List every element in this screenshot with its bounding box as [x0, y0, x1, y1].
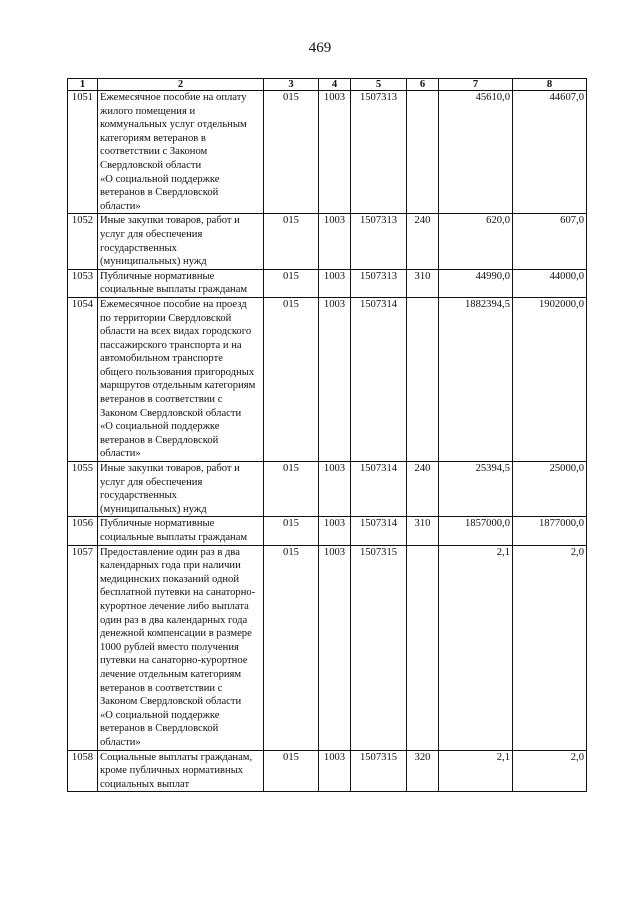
row-amount-8: 44607,0	[513, 91, 587, 214]
row-name-line: государственных	[100, 490, 177, 502]
row-amount-7: 2,1	[439, 750, 513, 792]
row-col-6	[407, 91, 439, 214]
row-name	[98, 545, 264, 750]
row-name-line: социальные выплаты гражданам	[100, 284, 248, 296]
header-col-7: 7	[439, 79, 513, 91]
row-col-3: 015	[264, 91, 319, 214]
row-name-line: общего пользования пригородных	[100, 366, 255, 378]
row-amount-7: 620,0	[439, 214, 513, 269]
row-name-line: лечение отдельным категориям	[100, 668, 242, 680]
row-name-line: Ежемесячное пособие на проезд	[100, 298, 247, 310]
row-number: 1054	[68, 297, 98, 461]
header-col-4: 4	[319, 79, 351, 91]
row-name-line: услуг для обеспечения	[100, 228, 203, 240]
row-name-line: ветеранов в Свердловской	[100, 434, 219, 446]
row-name-line: социальных выплат	[100, 778, 190, 790]
row-number: 1053	[68, 269, 98, 297]
row-col-4: 1003	[319, 214, 351, 269]
table-row	[68, 517, 587, 545]
row-name-line: ветеранов в соответствии с	[100, 394, 223, 406]
row-col-5: 1507314	[351, 462, 407, 517]
row-amount-7: 44990,0	[439, 269, 513, 297]
row-col-6: 310	[407, 269, 439, 297]
row-col-3: 015	[264, 517, 319, 545]
row-number: 1052	[68, 214, 98, 269]
header-col-1: 1	[68, 79, 98, 91]
row-name-line: Ежемесячное пособие на оплату	[100, 92, 247, 103]
row-name-line: «О социальной поддержке	[100, 173, 220, 185]
table-body	[68, 91, 587, 792]
page-number: 469	[308, 40, 332, 56]
row-col-6	[407, 545, 439, 750]
row-number: 1051	[68, 91, 98, 214]
row-col-5: 1507313	[351, 214, 407, 269]
row-name	[98, 91, 264, 214]
table-row	[68, 297, 587, 461]
row-name	[98, 462, 264, 517]
row-col-6: 240	[407, 214, 439, 269]
header-col-3: 3	[264, 79, 319, 91]
row-col-4: 1003	[319, 545, 351, 750]
row-amount-8: 44000,0	[513, 269, 587, 297]
row-name-line: области»	[100, 736, 141, 748]
row-name-line: области»	[100, 200, 141, 212]
row-name-line: социальные выплаты гражданам	[100, 532, 248, 543]
row-name-line: коммунальных услуг отдельным	[100, 119, 247, 131]
row-amount-7: 25394,5	[439, 462, 513, 517]
table-row	[68, 545, 587, 750]
header-col-8: 8	[513, 79, 587, 91]
row-name-line: Иные закупки товаров, работ и	[100, 215, 240, 227]
row-number: 1057	[68, 545, 98, 750]
row-col-5: 1507314	[351, 517, 407, 545]
row-col-5: 1507314	[351, 297, 407, 461]
row-name-line: области»	[100, 448, 141, 460]
row-col-5: 1507313	[351, 269, 407, 297]
row-name	[98, 214, 264, 269]
row-name-line: ветеранов в Свердловской	[100, 723, 219, 735]
row-name-line: (муниципальных) нужд	[100, 256, 207, 268]
row-name-line: пассажирского транспорта и на	[100, 339, 242, 351]
header-col-6: 6	[407, 79, 439, 91]
table-row	[68, 91, 587, 214]
row-col-6	[407, 297, 439, 461]
row-col-3: 015	[264, 269, 319, 297]
row-number: 1056	[68, 517, 98, 545]
row-name-line: ветеранов в Свердловской	[100, 187, 219, 199]
row-number: 1058	[68, 750, 98, 792]
row-name-line: автомобильном транспорте	[100, 353, 223, 365]
header-row	[68, 79, 587, 91]
row-name-line: Свердловской области	[100, 159, 202, 171]
row-name-line: путевки на санаторно-курортное	[100, 655, 248, 667]
row-name-line: ветеранов в соответствии с	[100, 682, 223, 694]
row-name-line: Законом Свердловской области	[100, 696, 242, 708]
table-row	[68, 750, 587, 792]
row-name-line: Предоставление один раз в два	[100, 546, 240, 558]
row-name	[98, 750, 264, 792]
row-amount-8: 1902000,0	[513, 297, 587, 461]
row-name	[98, 517, 264, 545]
row-col-5: 1507313	[351, 91, 407, 214]
row-col-6: 320	[407, 750, 439, 792]
row-name-line: маршрутов отдельным категориям	[100, 380, 256, 392]
row-name-line: соответствии с Законом	[100, 146, 208, 158]
row-col-4: 1003	[319, 269, 351, 297]
row-amount-8: 2,0	[513, 750, 587, 792]
row-col-4: 1003	[319, 297, 351, 461]
row-col-5: 1507315	[351, 750, 407, 792]
row-col-3: 015	[264, 297, 319, 461]
row-name-line: государственных	[100, 242, 177, 254]
row-name-line: услуг для обеспечения	[100, 476, 203, 488]
row-col-3: 015	[264, 750, 319, 792]
row-col-6: 240	[407, 462, 439, 517]
row-name-line: один раз в два календарных года	[100, 614, 248, 626]
row-col-4: 1003	[319, 462, 351, 517]
row-col-5: 1507315	[351, 545, 407, 750]
header-col-5: 5	[351, 79, 407, 91]
row-name-line: курортное лечение либо выплата	[100, 600, 249, 612]
table-row	[68, 214, 587, 269]
row-name-line: Публичные нормативные	[100, 518, 215, 530]
row-name-line: Социальные выплаты гражданам,	[100, 751, 253, 763]
row-amount-8: 2,0	[513, 545, 587, 750]
row-name-line: денежной компенсации в размере	[100, 628, 252, 640]
row-amount-7: 2,1	[439, 545, 513, 750]
row-name-line: категориям ветеранов в	[100, 132, 206, 144]
row-name-line: Публичные нормативные	[100, 270, 215, 282]
row-name-line: по территории Свердловской	[100, 312, 232, 324]
row-amount-8: 1877000,0	[513, 517, 587, 545]
row-amount-8: 607,0	[513, 214, 587, 269]
row-name-line: жилого помещения и	[100, 105, 196, 117]
row-name-line: 1000 рублей вместо получения	[100, 641, 239, 653]
row-col-4: 1003	[319, 91, 351, 214]
row-amount-7: 1882394,5	[439, 297, 513, 461]
row-amount-8: 25000,0	[513, 462, 587, 517]
row-name	[98, 269, 264, 297]
row-col-3: 015	[264, 462, 319, 517]
row-name-line: (муниципальных) нужд	[100, 503, 207, 515]
row-name-line: «О социальной поддержке	[100, 709, 220, 721]
row-name-line: Иные закупки товаров, работ и	[100, 463, 240, 475]
row-name-line: бесплатной путевки на санаторно-	[100, 587, 256, 599]
budget-table	[67, 78, 587, 792]
row-col-3: 015	[264, 214, 319, 269]
table-row	[68, 462, 587, 517]
row-number: 1055	[68, 462, 98, 517]
row-name	[98, 297, 264, 461]
row-name-line: кроме публичных нормативных	[100, 765, 244, 777]
row-col-4: 1003	[319, 517, 351, 545]
row-name-line: области на всех видах городского	[100, 326, 252, 338]
row-amount-7: 45610,0	[439, 91, 513, 214]
row-col-6: 310	[407, 517, 439, 545]
row-col-4: 1003	[319, 750, 351, 792]
row-name-line: Законом Свердловской области	[100, 407, 242, 419]
row-amount-7: 1857000,0	[439, 517, 513, 545]
row-col-3: 015	[264, 545, 319, 750]
row-name-line: медицинских показаний одной	[100, 573, 240, 585]
table-row	[68, 269, 587, 297]
header-col-2: 2	[98, 79, 264, 91]
row-name-line: «О социальной поддержке	[100, 421, 220, 433]
row-name-line: календарных года при наличии	[100, 560, 241, 572]
